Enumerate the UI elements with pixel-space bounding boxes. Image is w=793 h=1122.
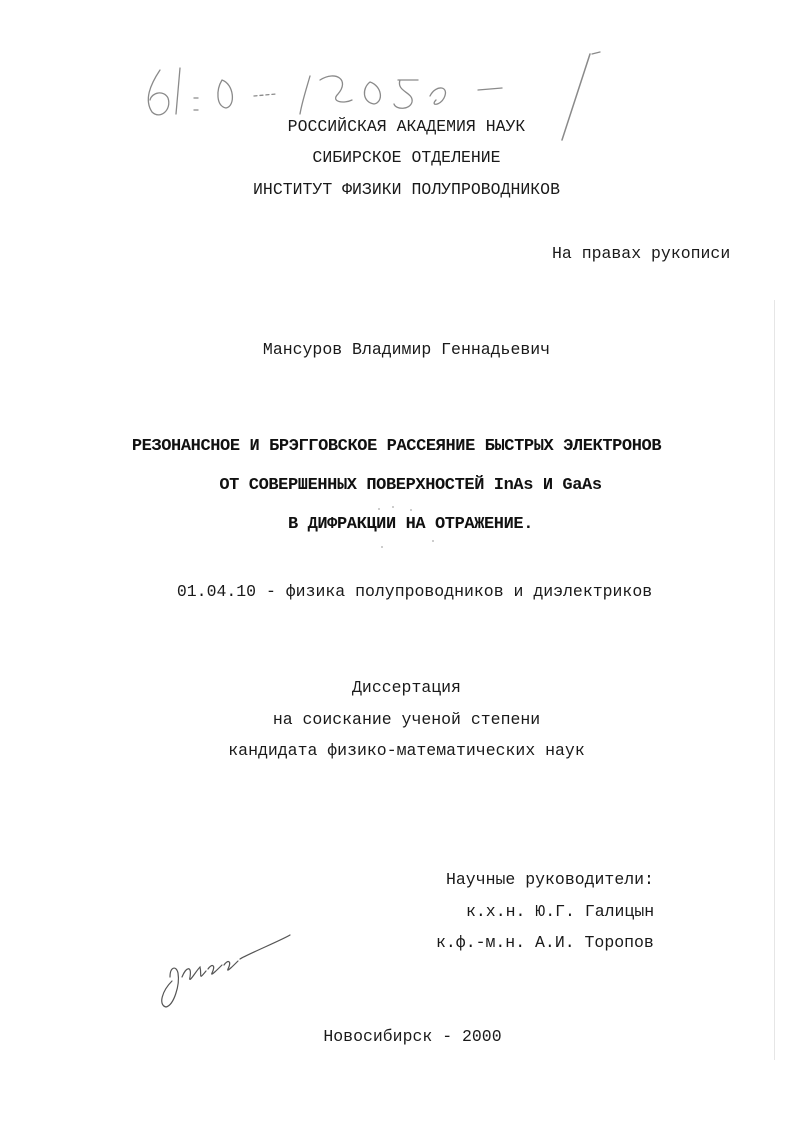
scan-speck xyxy=(381,546,383,548)
scan-speck xyxy=(432,540,434,542)
dissertation-label: Диссертация xyxy=(352,678,461,697)
degree-name: кандидата физико-математических наук xyxy=(228,741,585,760)
degree-purpose: на соискание ученой степени xyxy=(272,710,541,729)
author-name: Мансуров Владимир Геннадьевич xyxy=(262,340,551,359)
title-line-3: В ДИФРАКЦИИ НА ОТРАЖЕНИЕ. xyxy=(287,515,534,534)
academy-name: РОССИЙСКАЯ АКАДЕМИЯ НАУК xyxy=(287,117,526,136)
branch-name: СИБИРСКОЕ ОТДЕЛЕНИЕ xyxy=(312,148,501,167)
scan-edge-line xyxy=(774,300,775,1060)
institute-name: ИНСТИТУТ ФИЗИКИ ПОЛУПРОВОДНИКОВ xyxy=(253,180,560,199)
advisors-heading: Научные руководители: xyxy=(446,870,654,889)
city-year: Новосибирск - 2000 xyxy=(323,1027,502,1046)
scan-speck xyxy=(378,508,380,510)
rights-note: На правах рукописи xyxy=(552,244,731,263)
advisor-1: к.х.н. Ю.Г. Галицын xyxy=(466,902,655,921)
title-line-1: РЕЗОНАНСНОЕ И БРЭГГОВСКОЕ РАССЕЯНИЕ БЫСТРЫХ ЭЛЕКТРОНОВ xyxy=(131,437,662,456)
author-signature xyxy=(150,925,295,1015)
scan-speck xyxy=(392,506,394,508)
scan-speck xyxy=(410,509,412,511)
title-line-2: ОТ СОВЕРШЕННЫХ ПОВЕРХНОСТЕЙ InAs И GaAs xyxy=(219,476,602,495)
specialty-code: 01.04.10 - физика полупроводников и диэлектриков xyxy=(176,582,653,601)
advisor-2: к.ф.-м.н. А.И. Торопов xyxy=(436,933,654,952)
